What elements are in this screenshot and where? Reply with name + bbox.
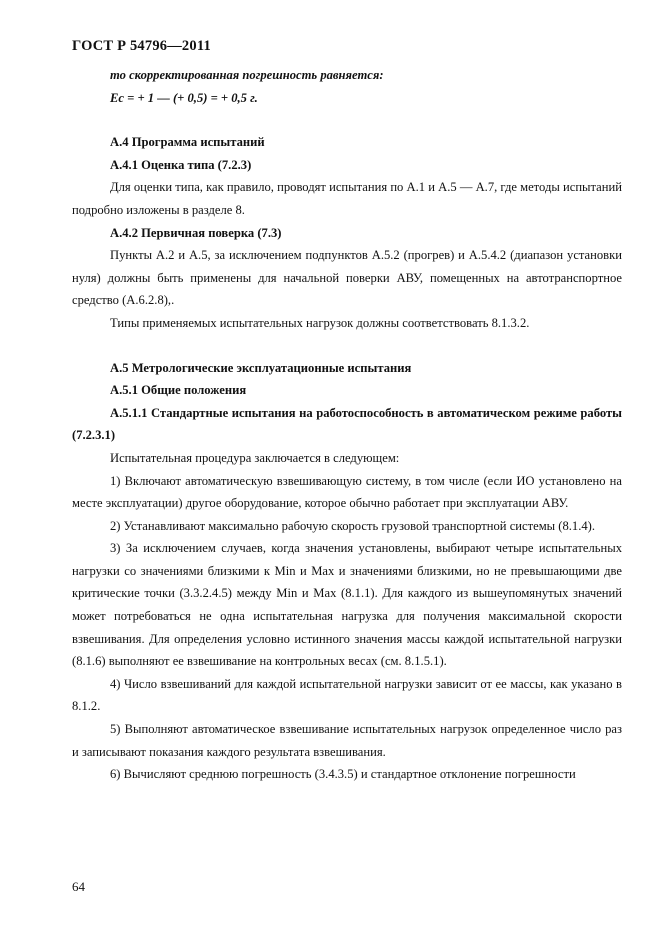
subsection-heading-a511: А.5.1.1 Стандартные испытания на работоспособность в автоматическом режиме работы (7.2.3.1) (72, 405, 622, 443)
subsection-heading-a42: А.4.2 Первичная поверка (7.3) (110, 225, 282, 240)
list-item: 4) Число взвешиваний для каждой испытательной нагрузки зависит от ее массы, как указано в 8.1.2. (72, 676, 622, 714)
subsection-heading-a51: А.5.1 Общие положения (110, 383, 247, 398)
paragraph: Испытательная процедура заключается в следующем: (110, 450, 400, 465)
paragraph: Для оценки типа, как правило, проводят испытания по А.1 и А.5 — А.7, где методы испытаний подробно изложены в разделе 8. (72, 180, 622, 217)
list-item: 1) Включают автоматическую взвешивающую систему, в том числе (если ИО установлено на месте эксплуатации) другое оборудование, которое обычно работает при эксплуатации АВУ. (72, 473, 622, 511)
document-header: ГОСТ Р 54796—2011 (72, 38, 211, 54)
page-number: 64 (72, 879, 85, 894)
section-heading-a4: А.4 Программа испытаний (110, 135, 265, 150)
page-body (72, 64, 622, 786)
section-heading-a5: А.5 Метрологические эксплуатационные испытания (110, 360, 412, 375)
subsection-heading-a41: А.4.1 Оценка типа (7.2.3) (110, 157, 252, 172)
list-item: 3) За исключением случаев, когда значения установлены, выбирают четыре испытательных нагрузки со значениями близкими к Min и Max и значениями близкими, но не превышающими две критические точки (3.3.2.4.5) между Min и Max (8.1.1). Для каждого из вышеупомянутых значений может потребоваться не одна испытательная нагрузка для получения максимальной скорости взвешивания. Для определения условно истинного значения массы каждой испытательной нагрузки (8.1.6) выполняют ее взвешивание на контрольных весах (см. 8.1.5.1). (72, 541, 622, 669)
text-line: то скорректированная погрешность равняется: (110, 68, 384, 82)
list-item: 2) Устанавливают максимально рабочую скорость грузовой транспортной системы (8.1.4). (110, 518, 596, 533)
paragraph: Типы применяемых испытательных нагрузок должны соответствовать 8.1.3.2. (110, 315, 530, 330)
list-item: 6) Вычисляют среднюю погрешность (3.4.3.5) и стандартное отклонение погрешности (110, 767, 576, 782)
paragraph: Пункты А.2 и А.5, за исключением подпунктов А.5.2 (прогрев) и А.5.4.2 (диапазон установки нуля) должны быть применены для начальной поверки АВУ, помещенных на автотранспортное средство (А.6.2.8),. (72, 248, 622, 308)
list-item: 5) Выполняют автоматическое взвешивание испытательных нагрузок определенное число раз и записывают показания каждого результата взвешивания. (72, 722, 622, 759)
formula-line: Ec = + 1 — (+ 0,5) = + 0,5 г. (110, 90, 258, 105)
